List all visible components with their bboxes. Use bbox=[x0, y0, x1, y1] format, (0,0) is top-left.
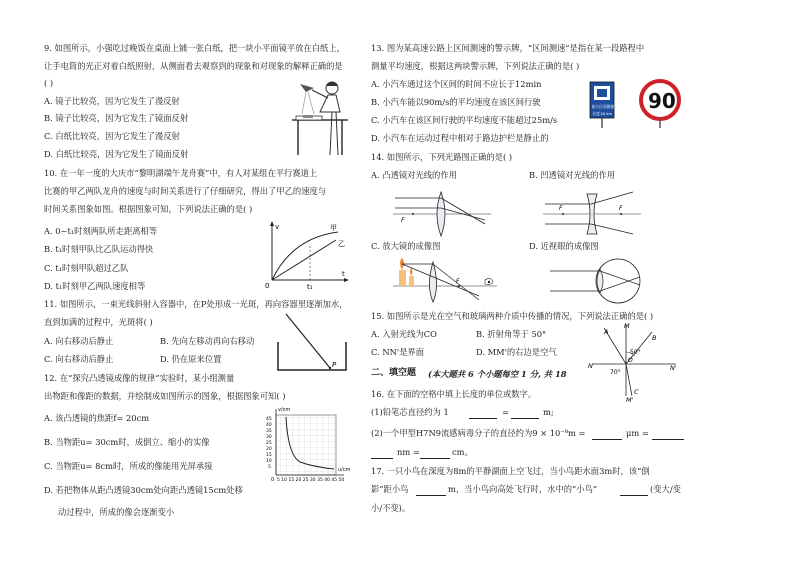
q11-option-b: B. 先向左移动再向右移动 bbox=[160, 336, 255, 346]
q9-option-c: C. 白纸比较亮，因为它发生了漫反射 bbox=[44, 131, 180, 141]
q16-line3-cm: cm。 bbox=[452, 447, 473, 457]
q9-option-b: B. 镜子比较亮，因为它发生了镜面反射 bbox=[44, 113, 189, 123]
q15-label-c: C bbox=[634, 388, 639, 396]
q15-label-b: B bbox=[652, 334, 657, 342]
q10-label-yi: 乙 bbox=[338, 240, 345, 248]
q14-convex-lens-figure bbox=[393, 186, 493, 232]
q12-xticks: 5 10 15 20 25 30 35 40 45 50 bbox=[277, 478, 345, 483]
q11-option-a: A. 向右移动后静止 bbox=[44, 336, 114, 346]
q14-option-a: A. 凸透镜对光线的作用 bbox=[371, 170, 457, 180]
q12-origin: 0 bbox=[271, 477, 275, 483]
q10-option-d: D. t₁时刻甲乙两队速度相等 bbox=[44, 281, 146, 291]
q12-axis-v: v/cm bbox=[278, 407, 291, 413]
q14-magnifier-figure bbox=[393, 256, 503, 304]
q13-sign-text2: 长度18 km bbox=[592, 111, 613, 116]
q12-ytick: 45 bbox=[266, 417, 272, 422]
q11-option-c: C. 向右移动后静止 bbox=[44, 354, 114, 364]
q13-speed-limit: 90 bbox=[648, 89, 676, 113]
q13-option-b: B. 小汽车能以90m/s的平均速度在该区间行驶 bbox=[371, 97, 541, 107]
q12-option-d-line1: D. 若把物体从距凸透镜30cm处向距凸透镜15cm处移 bbox=[44, 485, 243, 495]
q12-stem-line1: 12. 在“探究凸透镜成像的规律”实验时，某小组测量 bbox=[44, 373, 235, 383]
q15-angle-70: 70° bbox=[610, 369, 621, 376]
q15-option-d: D. MM'的右边是空气 bbox=[476, 347, 557, 357]
q10-option-a: A. 0~t₁时刻两队所走距离相等 bbox=[44, 226, 158, 236]
section2-title: 二、填空题 bbox=[371, 368, 417, 378]
q16-stem: 16. 在下面的空格中填上长度的单位或数字。 bbox=[371, 389, 537, 399]
q12-uv-graph bbox=[262, 405, 362, 490]
q14-stem: 14. 如图所示，下列光路图正确的是( ) bbox=[371, 152, 513, 162]
q9-flashlight-illustration bbox=[270, 80, 350, 160]
q14-concave-lens-figure bbox=[543, 186, 643, 232]
q12-ytick: 5 bbox=[268, 465, 271, 470]
q17-line2-end: (变大/变 bbox=[650, 484, 681, 494]
q15-stem: 15. 如图所示是光在空气和玻璃两种介质中传播的情况，下列说法正确的是( ) bbox=[371, 311, 654, 321]
q12-ytick: 20 bbox=[266, 447, 272, 452]
q15-refraction-figure bbox=[590, 322, 680, 402]
q17-line1: 17. 一只小鸟在深度为8m的平静湖面上空飞过，当小鸟距水面3m时，该“倒 bbox=[371, 466, 650, 476]
q13-road-signs bbox=[588, 80, 688, 130]
q12-ytick: 40 bbox=[266, 423, 272, 428]
q15-label-n-prime: N' bbox=[670, 364, 677, 372]
q16-line1-start: (1)铅笔芯直径约为 1 bbox=[371, 407, 449, 417]
q12-ytick: 10 bbox=[266, 459, 272, 464]
q17-line2-start: 影”距小鸟 bbox=[371, 484, 409, 494]
q10-stem-line2: 比赛的甲乙两队龙舟的速度与时间关系进行了仔细研究，得出了甲乙的速度与 bbox=[44, 186, 327, 196]
q9-option-d: D. 白纸比较亮，因为它发生了镜面反射 bbox=[44, 149, 189, 159]
q12-option-b: B. 当物距u= 30cm时，成倒立、缩小的实像 bbox=[44, 437, 210, 447]
q10-option-c: C. t₁时刻甲队超过乙队 bbox=[44, 263, 129, 273]
q14-option-b: B. 凹透镜对光线的作用 bbox=[529, 170, 616, 180]
q16-line2-start: (2)一个甲型H7N9流感病毒分子的直径约为9 × 10⁻⁸m = bbox=[371, 428, 586, 438]
q10-origin: 0 bbox=[265, 282, 270, 290]
q16-blank-5[interactable] bbox=[371, 458, 393, 459]
q13-option-d: D. 小汽车在运动过程中相对于路边护栏是静止的 bbox=[371, 133, 549, 143]
q16-line3-nm: nm = bbox=[397, 447, 420, 457]
q16-blank-4[interactable] bbox=[652, 439, 684, 440]
q10-t1: t₁ bbox=[307, 283, 313, 291]
q15-label-n: N bbox=[588, 362, 593, 370]
q9-stem-line1: 9. 如图所示，小强吃过晚饭在桌面上铺一张白纸，把一块小平面镜平放在白纸上， bbox=[44, 43, 345, 53]
q17-blank-2[interactable] bbox=[620, 495, 648, 496]
q10-label-jia: 甲 bbox=[330, 224, 337, 232]
q12-ytick: 30 bbox=[266, 435, 272, 440]
q12-ytick: 35 bbox=[266, 429, 272, 434]
q10-option-b: B. t₁时刻甲队比乙队运动得快 bbox=[44, 244, 154, 254]
q16-blank-1[interactable] bbox=[469, 418, 497, 419]
q13-option-a: A. 小汽车通过这个区间的时间不应长于12min bbox=[371, 79, 542, 89]
q17-line3: 小/不变)。 bbox=[371, 503, 411, 513]
q13-option-c: C. 小汽车在该区间行驶的平均速度不能超过25m/s bbox=[371, 115, 558, 125]
q10-stem-line3: 时间关系图象如图。根据图象可知，下列说法正确的是( ) bbox=[44, 204, 253, 214]
q16-blank-3[interactable] bbox=[592, 439, 622, 440]
q16-line2-unit: μm = bbox=[626, 428, 649, 438]
q12-option-c: C. 当物距u= 8cm时，所成的像能用光屏承接 bbox=[44, 461, 213, 471]
q15-label-m: M bbox=[624, 322, 630, 330]
q11-stem-line1: 11. 如图所示，一束光线斜射入容器中，在P处形成一光斑，再向容器里逐渐加水， bbox=[44, 299, 348, 309]
q9-option-a: A. 镜子比较亮，因为它发生了漫反射 bbox=[44, 96, 180, 106]
q14-b-focus-left: F bbox=[559, 205, 563, 212]
q17-blank-1[interactable] bbox=[416, 495, 446, 496]
q15-option-a: A. 入射光线为CO bbox=[371, 329, 437, 339]
q12-stem-line2: 出物距和像距的数据，并绘制成如图所示的图象，根据图象可知( ) bbox=[44, 391, 286, 401]
q9-stem-line3: ( ) bbox=[44, 78, 54, 88]
q17-line2-mid: m，当小鸟向高处飞行时，水中的“小鸟” bbox=[448, 484, 598, 494]
q13-sign-text1: 前方区间测速 bbox=[591, 104, 615, 109]
q11-container-figure bbox=[268, 312, 348, 372]
q10-axis-v: v bbox=[275, 223, 280, 231]
q15-angle-50: 50° bbox=[630, 349, 641, 356]
q12-axis-u: u/cm bbox=[338, 467, 351, 473]
q14-option-c: C. 放大镜的成像图 bbox=[371, 241, 441, 251]
q14-option-d: D. 近视眼的成像图 bbox=[529, 241, 599, 251]
q15-label-m-prime: M' bbox=[626, 396, 634, 404]
q11-point-p: P bbox=[332, 361, 337, 369]
q16-blank-2[interactable] bbox=[511, 418, 539, 419]
q12-option-a: A. 该凸透镜的焦距f= 20cm bbox=[44, 413, 150, 423]
q12-ytick: 15 bbox=[266, 453, 272, 458]
section2-note: (本大题共 6 个小题每空 1 分, 共 18 bbox=[428, 369, 567, 379]
q10-vt-graph bbox=[262, 220, 352, 290]
q10-stem-line1: 10. 在一年一度的大庆市“黎明湖端午龙舟赛”中，有人对某组在平行赛道上 bbox=[44, 168, 318, 178]
q12-ytick: 25 bbox=[266, 441, 272, 446]
q14-b-focus-right: F bbox=[619, 205, 623, 212]
q11-stem-line2: 直到加满的过程中，光斑将( ) bbox=[44, 317, 153, 327]
q15-option-b: B. 折射角等于 50° bbox=[476, 329, 547, 339]
q16-line1-eq: = bbox=[502, 407, 509, 417]
q10-axis-t: t bbox=[342, 270, 345, 278]
q15-label-a: A bbox=[604, 328, 609, 336]
q15-label-o: O bbox=[628, 357, 633, 364]
q9-stem-line2: 让手电筒的光正对着白纸照射，从侧面看去观察到的现象和对现象的解释正确的是 bbox=[44, 61, 343, 71]
q16-blank-6[interactable] bbox=[420, 458, 450, 459]
q13-stem-line1: 13. 图为某高速公路上区间测速的警示牌，“区间测速”是指在某一段路程中 bbox=[371, 43, 645, 53]
q16-line1-unit: m; bbox=[543, 407, 554, 417]
q12-option-d-line2: 动过程中，所成的像会逐渐变小 bbox=[58, 507, 175, 517]
q14-a-focus: F bbox=[401, 217, 405, 224]
q15-option-c: C. NN'是界面 bbox=[371, 347, 425, 357]
q11-option-d: D. 仍在原来位置 bbox=[160, 354, 222, 364]
q13-stem-line2: 测量平均速度，根据这两块警示牌，下列说法正确的是( ) bbox=[371, 61, 580, 71]
q14-eye-figure bbox=[548, 255, 648, 305]
q14-c-focus: F bbox=[456, 278, 460, 285]
